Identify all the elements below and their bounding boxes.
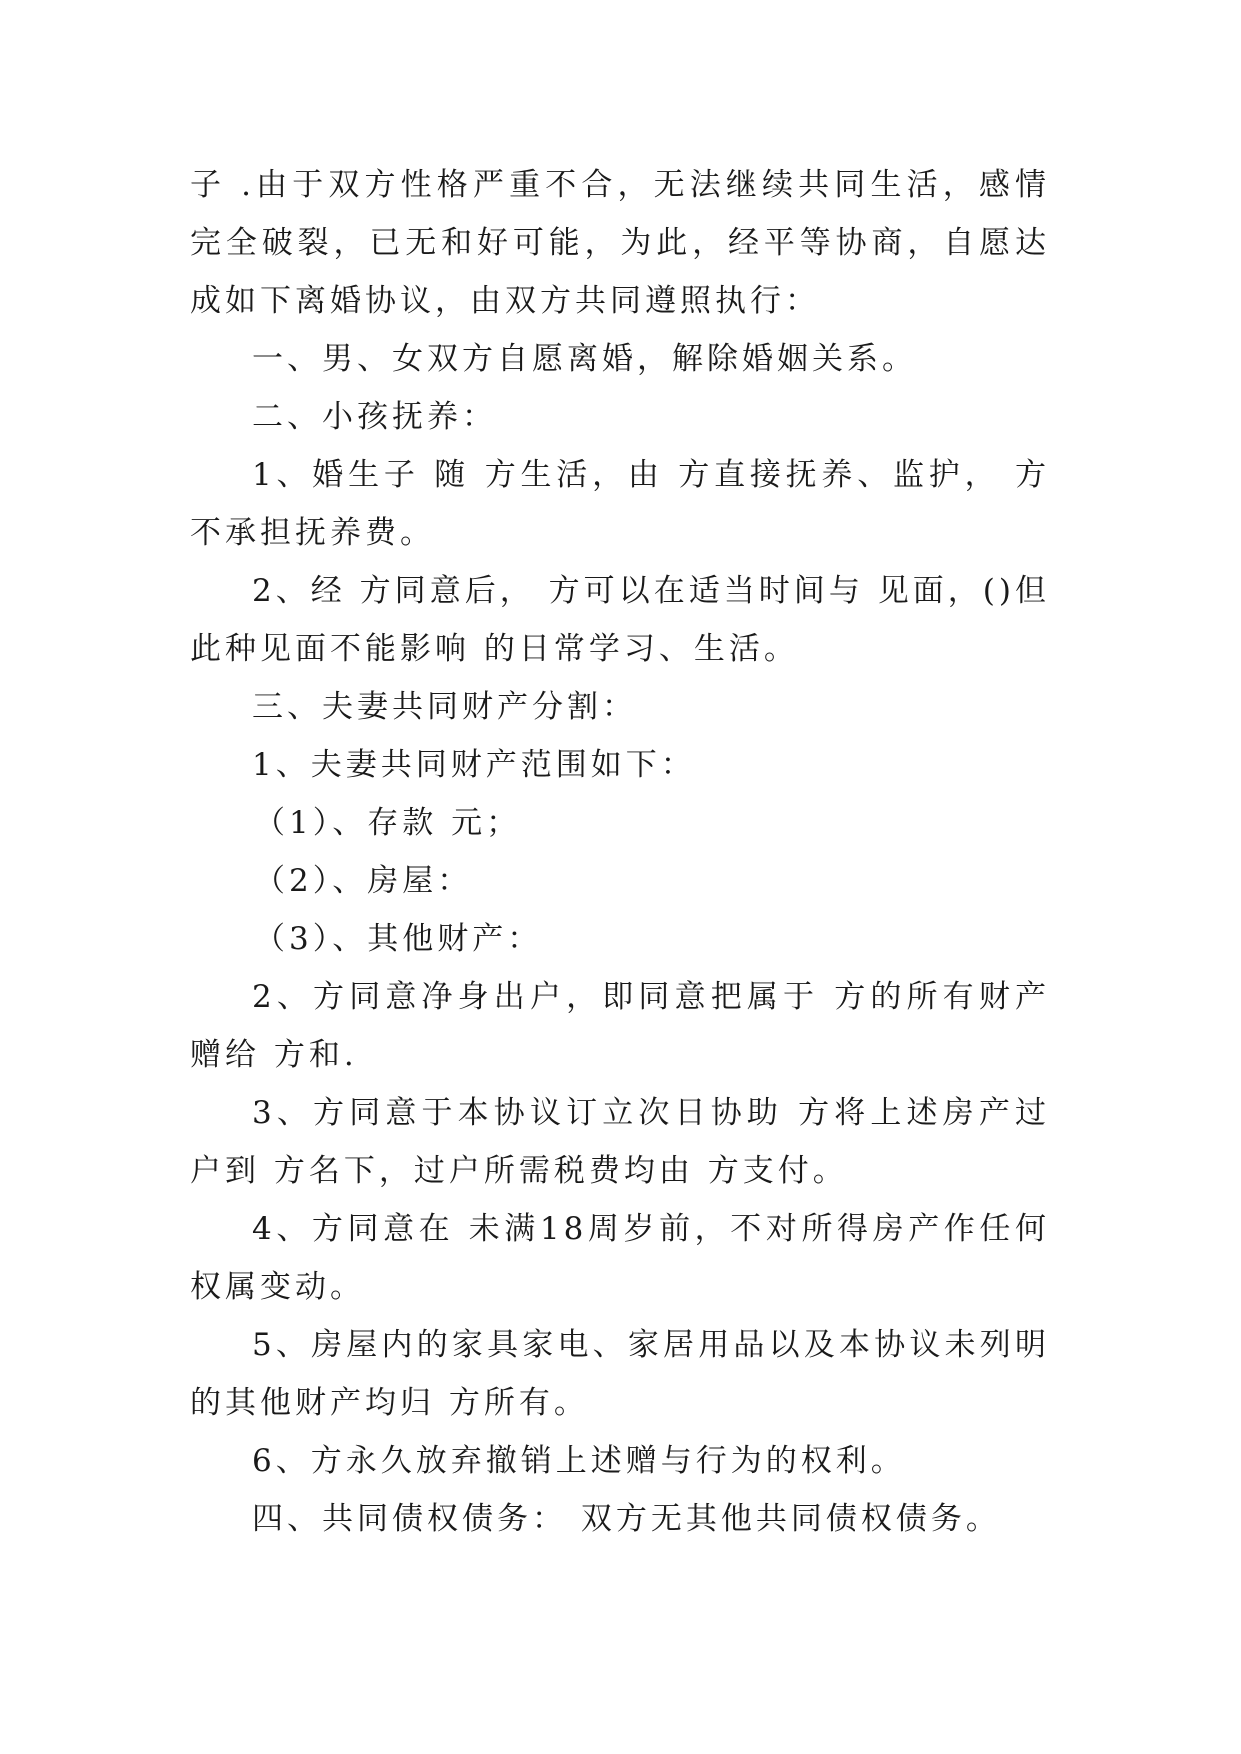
clause-3-item-5: 5、房屋内的家具家电、家居用品以及本协议未列明的其他财产均归 方所有。 [190, 1327, 1050, 1421]
property-item-house: （2）、房屋： [254, 863, 473, 899]
property-item-other: （3）、其他财产： [254, 921, 543, 957]
clause-4-debts: 四、共同债权债务： 双方无其他共同债权债务。 [252, 1501, 1001, 1537]
clause-3-heading: 三、夫妻共同财产分割： [252, 689, 637, 725]
clause-3-item-1: 1、夫妻共同财产范围如下： [252, 747, 696, 783]
clause-3-item-4: 4、方同意在 未满18周岁前，不对所得房产作任何权属变动。 [190, 1211, 1050, 1305]
clause-2-heading: 二、小孩抚养： [252, 399, 497, 435]
clause-3-item-6: 6、方永久放弃撤销上述赠与行为的权利。 [252, 1443, 906, 1479]
agreement-body [190, 156, 1050, 1548]
clause-2-item-1: 1、婚生子 随 方生活，由 方直接抚养、监护， 方不承担抚养费。 [190, 457, 1050, 551]
clause-3-item-3: 3、方同意于本协议订立次日协助 方将上述房产过户到 方名下，过户所需税费均由 方支付。 [190, 1095, 1050, 1189]
property-item-deposit: （1）、存款 元； [254, 805, 522, 841]
intro-paragraph: 子 .由于双方性格严重不合，无法继续共同生活，感情完全破裂，已无和好可能，为此，经平等协商，自愿达成如下离婚协议，由双方共同遵照执行： [190, 167, 1050, 319]
clause-1-divorce: 一、男、女双方自愿离婚，解除婚姻关系。 [252, 341, 917, 377]
clause-2-item-2: 2、经 方同意后， 方可以在适当时间与 见面，()但此种见面不能影响 的日常学习、生活。 [190, 573, 1050, 667]
clause-3-item-2: 2、方同意净身出户，即同意把属于 方的所有财产赠给 方和. [190, 979, 1050, 1073]
